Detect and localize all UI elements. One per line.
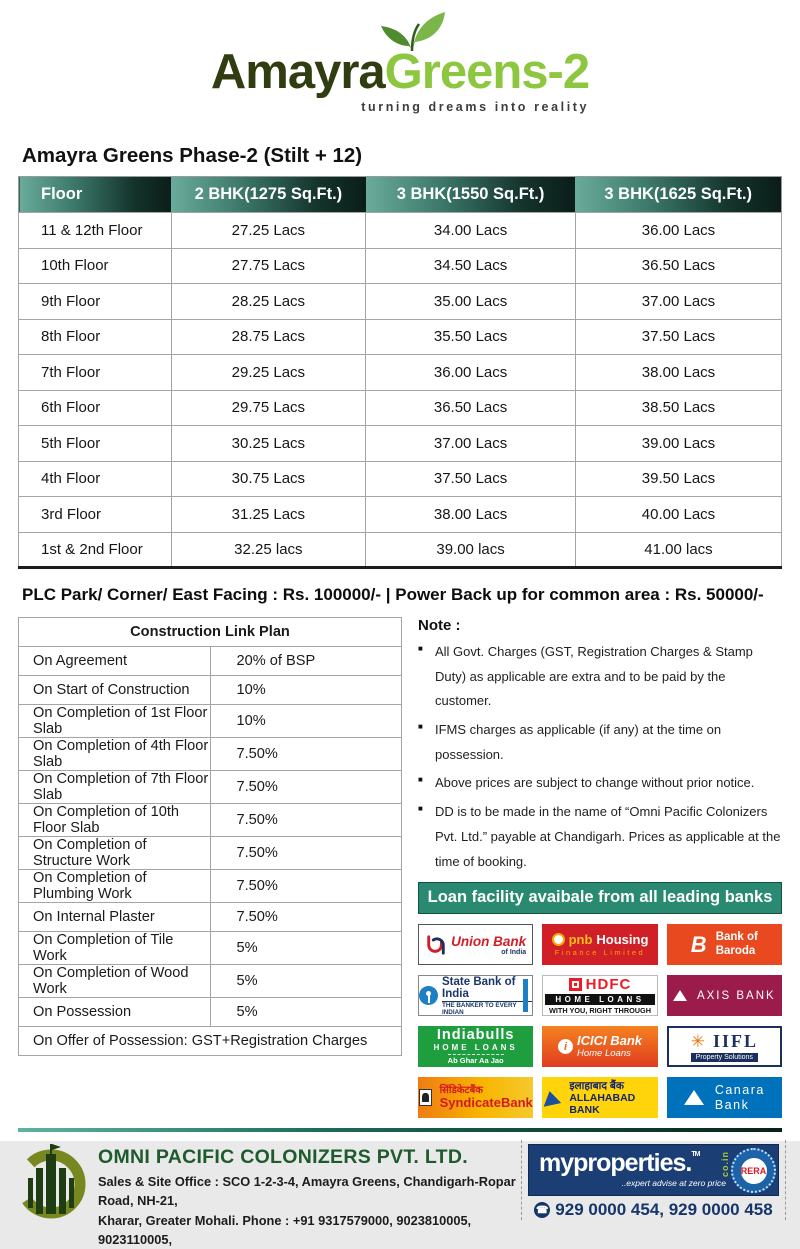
plan-value: 5% <box>210 965 402 998</box>
price-cell: 27.25 Lacs <box>171 213 366 249</box>
brand-logo <box>0 0 800 132</box>
bank-logos-grid <box>418 924 782 1118</box>
note-item: ■ All Govt. Charges (GST, Registration Charges & Stamp Duty) as applicable are extra and to be paid by the customer. <box>418 640 782 714</box>
bank-name: SyndicateBank <box>439 1095 533 1111</box>
plan-value: 7.50% <box>210 903 402 932</box>
omni-pacific-logo-icon <box>14 1140 88 1225</box>
price-cell: 36.00 Lacs <box>366 355 576 391</box>
plan-value: 10% <box>210 676 402 705</box>
plan-label: On Completion of 4th Floor Slab <box>19 738 211 771</box>
price-row <box>19 284 782 320</box>
floor-cell: 10th Floor <box>19 248 172 284</box>
plan-label: On Completion of 10th Floor Slab <box>19 804 211 837</box>
price-cell: 36.00 Lacs <box>575 213 781 249</box>
price-cell: 35.50 Lacs <box>366 319 576 355</box>
bank-logo-canara-bank <box>667 1077 782 1118</box>
construction-link-plan-table <box>18 617 402 1056</box>
price-table-header-row <box>19 177 782 213</box>
plan-row <box>19 870 402 903</box>
tm-mark: TM <box>691 1151 700 1159</box>
allahabad-icon <box>541 1089 562 1106</box>
floor-cell: 5th Floor <box>19 426 172 462</box>
bank-bar-label: HOME LOANS <box>433 1042 518 1052</box>
price-cell: 39.00 Lacs <box>575 426 781 462</box>
address-line-1: Sales & Site Office : SCO 1-2-3-4, Amayra Greens, Chandigarh-Ropar Road, NH-21, <box>98 1174 516 1209</box>
loan-facility-banner: Loan facility avaibale from all leading banks <box>418 882 782 914</box>
bank-name: State Bank of India <box>442 975 516 1000</box>
bank-logo-syndicate-bank <box>418 1077 533 1118</box>
price-cell: 30.75 Lacs <box>171 461 366 497</box>
footer <box>14 1140 786 1249</box>
price-cell: 29.75 Lacs <box>171 390 366 426</box>
note-item: ■ Above prices are subject to change without prior notice. <box>418 771 782 796</box>
myproperties-block <box>521 1140 786 1220</box>
bank-name: ALLAHABAD BANK <box>569 1091 636 1116</box>
price-cell: 37.00 Lacs <box>366 426 576 462</box>
syndicate-dog-icon <box>419 1089 432 1106</box>
plan-label: On Start of Construction <box>19 676 211 705</box>
plan-row <box>19 837 402 870</box>
note-item: ■ DD is to be made in the name of “Omni Pacific Colonizers Pvt. Ltd.” payable at Chandigarh. Prices as applicable at the time of booking. <box>418 800 782 874</box>
bank-name-hindi: इलाहाबाद बैंक <box>569 1079 624 1092</box>
canara-icon <box>684 1090 704 1105</box>
myproperties-tagline: ..expert advise at zero price <box>621 1178 726 1189</box>
col-header-floor: Floor <box>19 177 172 213</box>
bank-name: Baroda <box>715 944 756 957</box>
plc-charges-line: PLC Park/ Corner/ East Facing : Rs. 100000/- | Power Back up for common area : Rs. 50000/- <box>22 585 764 604</box>
iifl-mandala-icon: ✳ <box>690 1032 705 1052</box>
price-cell: 36.50 Lacs <box>366 390 576 426</box>
bank-logo-iifl <box>667 1026 782 1067</box>
price-row <box>19 390 782 426</box>
bank-subtitle: Home Loans <box>576 1048 631 1060</box>
price-cell: 27.75 Lacs <box>171 248 366 284</box>
price-cell: 34.50 Lacs <box>366 248 576 284</box>
price-cell: 37.50 Lacs <box>575 319 781 355</box>
bank-name: pnb <box>568 932 593 948</box>
bank-subtitle: Property Solutions <box>691 1053 758 1062</box>
leaf-icon <box>369 8 453 57</box>
price-cell: 34.00 Lacs <box>366 213 576 249</box>
price-cell: 38.00 Lacs <box>366 497 576 533</box>
col-header-2bhk: 2 BHK(1275 Sq.Ft.) <box>171 177 366 213</box>
plan-label: On Completion of Structure Work <box>19 837 211 870</box>
bank-logo-state-bank-of-india <box>418 975 533 1016</box>
plan-row <box>19 903 402 932</box>
plan-row <box>19 998 402 1027</box>
price-row <box>19 319 782 355</box>
bank-name: Bank <box>714 1097 750 1112</box>
bank-name: Union Bank <box>451 933 527 949</box>
sbi-stripe <box>523 979 528 1012</box>
price-cell: 35.00 Lacs <box>366 284 576 320</box>
brand-primary: Amayra <box>210 45 385 99</box>
plan-value: 7.50% <box>210 804 402 837</box>
plan-label: On Possession <box>19 998 211 1027</box>
plan-value: 7.50% <box>210 870 402 903</box>
floor-cell: 1st & 2nd Floor <box>19 532 172 568</box>
price-cell: 36.50 Lacs <box>575 248 781 284</box>
bank-logo-icici-bank <box>542 1026 657 1067</box>
bank-name: Bank of <box>715 931 758 944</box>
bank-subtitle: WITH YOU, RIGHT THROUGH <box>548 1006 651 1016</box>
plan-row <box>19 932 402 965</box>
icici-icon: i <box>558 1039 573 1054</box>
bank-bar-label: HOME LOANS <box>545 994 654 1005</box>
price-row <box>19 248 782 284</box>
floor-cell: 4th Floor <box>19 461 172 497</box>
page-title: Amayra Greens Phase-2 (Stilt + 12) <box>22 144 363 167</box>
bank-name: IIFL <box>712 1031 758 1052</box>
plan-label: On Completion of Wood Work <box>19 965 211 998</box>
price-cell: 32.25 lacs <box>171 532 366 568</box>
plan-value: 7.50% <box>210 837 402 870</box>
price-row <box>19 213 782 249</box>
bank-logo-hdfc-home-loans <box>542 975 657 1016</box>
price-cell: 39.50 Lacs <box>575 461 781 497</box>
myproperties-logo <box>528 1144 779 1196</box>
bank-logo-bank-of-baroda <box>667 924 782 965</box>
brand-secondary: Greens-2 <box>384 45 590 99</box>
plan-label: On Agreement <box>19 647 211 676</box>
bank-name: HDFC <box>585 976 632 994</box>
plan-label: On Completion of Tile Work <box>19 932 211 965</box>
axis-icon <box>673 990 687 1001</box>
bank-logo-pnb-housing <box>542 924 657 965</box>
price-row <box>19 497 782 533</box>
notes-title: Note : <box>418 617 461 634</box>
plan-row <box>19 965 402 998</box>
plan-label: On Completion of Plumbing Work <box>19 870 211 903</box>
price-row <box>19 532 782 568</box>
bank-name: ICICI Bank <box>576 1033 642 1049</box>
rera-badge-icon <box>731 1148 776 1193</box>
address-line-2: Kharar, Greater Mohali. Phone : +91 9317579000, 9023810005, 9023110005, <box>98 1212 472 1247</box>
plan-row <box>19 804 402 837</box>
myproperties-domain: co.in <box>720 1151 730 1178</box>
bank-subtitle: Ab Ghar Aa Jao <box>447 1055 504 1065</box>
bank-subtitle: THE BANKER TO EVERY INDIAN <box>442 1001 532 1016</box>
plan-value: 7.50% <box>210 738 402 771</box>
myproperties-phones <box>528 1200 779 1220</box>
bank-subtitle: of India <box>501 948 527 956</box>
brand-tagline: turning dreams into reality <box>361 100 590 114</box>
bank-name: Canara <box>714 1082 765 1097</box>
note-item: ■ IFMS charges as applicable (if any) at the time on possession. <box>418 718 782 767</box>
col-header-3bhk-1625: 3 BHK(1625 Sq.Ft.) <box>575 177 781 213</box>
bank-logo-indiabulls <box>418 1026 533 1067</box>
bank-logo-axis-bank <box>667 975 782 1016</box>
plan-label: On Internal Plaster <box>19 903 211 932</box>
price-cell: 30.25 Lacs <box>171 426 366 462</box>
construction-plan-title: Construction Link Plan <box>19 618 402 647</box>
bank-name: AXIS BANK <box>696 989 776 1002</box>
plan-value: 10% <box>210 705 402 738</box>
price-row <box>19 355 782 391</box>
company-address <box>98 1172 517 1249</box>
plan-value: 5% <box>210 998 402 1027</box>
col-header-3bhk-1550: 3 BHK(1550 Sq.Ft.) <box>366 177 576 213</box>
footer-divider <box>18 1128 782 1132</box>
price-cell: 31.25 Lacs <box>171 497 366 533</box>
price-cell: 37.50 Lacs <box>366 461 576 497</box>
price-cell: 38.50 Lacs <box>575 390 781 426</box>
plan-value: 20% of BSP <box>210 647 402 676</box>
price-cell: 28.25 Lacs <box>171 284 366 320</box>
bank-logo-allahabad-bank <box>542 1077 657 1118</box>
price-cell: 28.75 Lacs <box>171 319 366 355</box>
bank-name: Housing <box>596 932 649 948</box>
price-cell: 40.00 Lacs <box>575 497 781 533</box>
bank-subtitle: Finance Limited <box>554 948 646 958</box>
plan-row <box>19 771 402 804</box>
plan-label: On Completion of 1st Floor Slab <box>19 705 211 738</box>
plan-row <box>19 647 402 676</box>
pnb-icon <box>552 933 565 946</box>
price-cell: 37.00 Lacs <box>575 284 781 320</box>
phone-numbers: 929 0000 454, 929 0000 458 <box>555 1200 773 1220</box>
plan-footer-row <box>19 1027 402 1056</box>
floor-cell: 11 & 12th Floor <box>19 213 172 249</box>
company-name: OMNI PACIFIC COLONIZERS PVT. LTD. <box>98 1146 468 1169</box>
price-cell: 39.00 lacs <box>366 532 576 568</box>
plan-row <box>19 676 402 705</box>
plan-possession-note: On Offer of Possession: GST+Registration Charges <box>19 1027 402 1056</box>
bank-name-hindi: सिंडिकेटबैंक <box>439 1085 483 1097</box>
bank-logo-union-bank <box>418 924 533 965</box>
price-cell: 38.00 Lacs <box>575 355 781 391</box>
phone-icon: ☎ <box>534 1202 550 1218</box>
price-cell: 29.25 Lacs <box>171 355 366 391</box>
floor-cell: 7th Floor <box>19 355 172 391</box>
plan-row <box>19 705 402 738</box>
floor-cell: 6th Floor <box>19 390 172 426</box>
myproperties-brand: myproperties.™ <box>539 1149 700 1178</box>
hdfc-icon <box>569 978 582 991</box>
floor-cell: 8th Floor <box>19 319 172 355</box>
plan-label: On Completion of 7th Floor Slab <box>19 771 211 804</box>
baroda-monogram-icon: B <box>690 931 707 957</box>
plan-value: 5% <box>210 932 402 965</box>
floor-cell: 3rd Floor <box>19 497 172 533</box>
union-bank-icon <box>425 935 447 955</box>
bank-name: Indiabulls <box>436 1027 515 1044</box>
price-cell: 41.00 lacs <box>575 532 781 568</box>
rera-label: RERA <box>739 1156 769 1186</box>
plan-row <box>19 738 402 771</box>
price-row <box>19 426 782 462</box>
price-table <box>18 176 782 569</box>
plan-value: 7.50% <box>210 771 402 804</box>
sbi-keyhole-icon <box>419 986 438 1005</box>
floor-cell: 9th Floor <box>19 284 172 320</box>
price-row <box>19 461 782 497</box>
